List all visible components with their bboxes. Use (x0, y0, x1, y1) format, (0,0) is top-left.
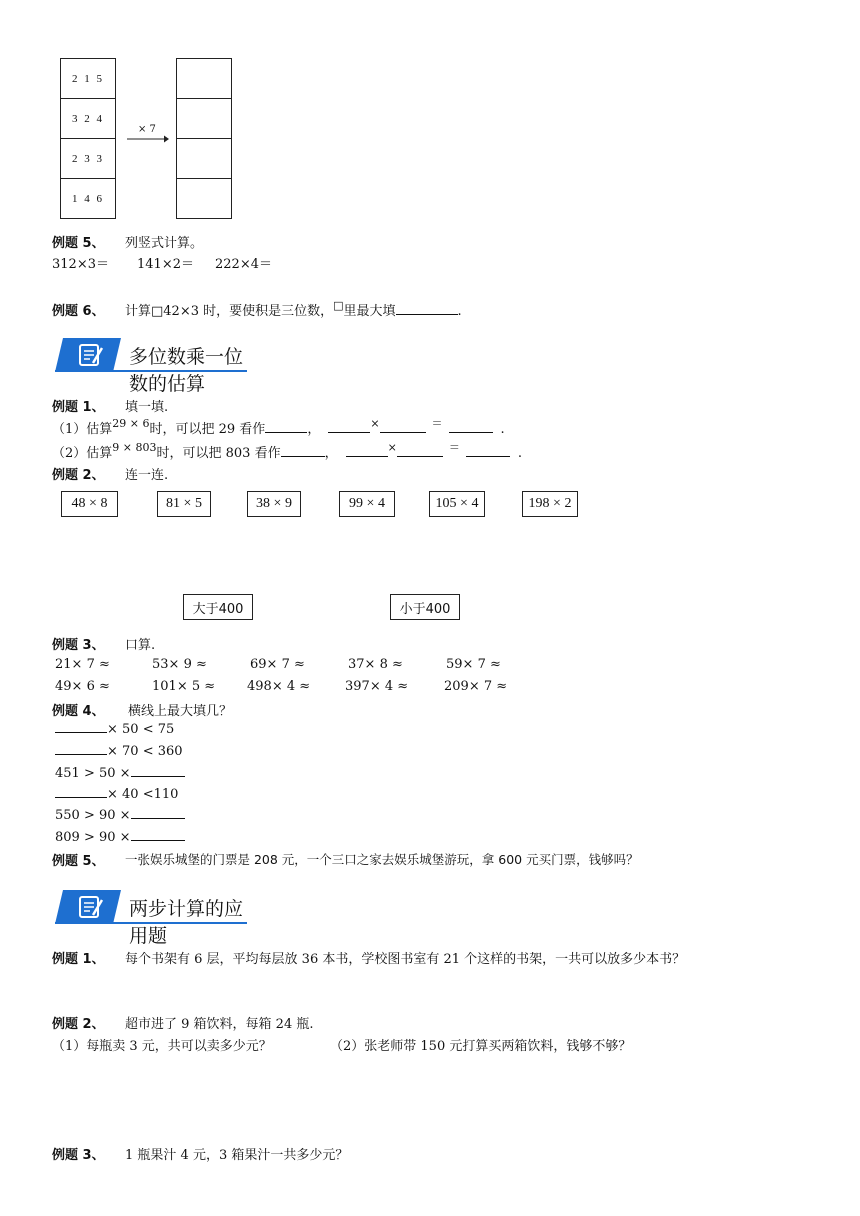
calc-item: 312×3＝ (52, 257, 109, 272)
mental-calc-item: 59× 7 ≈ (446, 657, 501, 672)
answer-blank[interactable] (346, 444, 388, 457)
fill-line (55, 742, 183, 759)
answer-cell[interactable] (176, 138, 232, 179)
target-box-greater[interactable]: 大于400 (183, 594, 253, 620)
example-text: 超市进了 9 箱饮料，每箱 24 瓶. (125, 1017, 314, 1032)
example-label: 例题 2、 (52, 1017, 105, 1032)
sub-question: （1）每瓶卖 3 元，共可以卖多少元？ (52, 1039, 272, 1054)
expression: 9 × 803 (112, 441, 157, 454)
text-part: . (457, 304, 462, 319)
example-text: 填一填. (125, 400, 169, 415)
example-label: 例题 3、 (52, 638, 105, 653)
expression-box[interactable]: 99 × 4 (339, 491, 395, 517)
mental-calc-item: 53× 9 ≈ (152, 657, 207, 672)
text-part: 计算□42×3 时，要使积是三位数， (125, 304, 334, 319)
text-part: （2）估算 (52, 446, 113, 461)
calc-item: 222×4＝ (215, 257, 272, 272)
notepad-icon (55, 338, 121, 372)
answer-blank[interactable] (466, 444, 510, 457)
inequality-text: × 50 < 75 (107, 722, 175, 737)
answer-blank[interactable] (55, 742, 107, 755)
text-part: 时，可以把 29 看作 (149, 422, 266, 437)
inequality-text: × 40 <110 (107, 787, 179, 802)
example-label: 例题 3、 (52, 1148, 105, 1163)
notepad-icon (55, 890, 121, 924)
answer-cell[interactable] (176, 178, 232, 219)
answer-blank[interactable] (449, 420, 493, 433)
mental-calc-item: 49× 6 ≈ (55, 679, 110, 694)
text-part: . (500, 422, 505, 437)
section-title: 两步计算的应用题 (129, 898, 244, 947)
fill-line (55, 828, 185, 845)
example-text: 每个书架有 6 层，平均每层放 36 本书，学校图书室有 21 个这样的书架，一共可以放多少本书？ (125, 952, 686, 967)
answer-blank[interactable] (397, 444, 443, 457)
answer-blank[interactable] (131, 828, 185, 841)
example-label: 例题 6、 (52, 304, 105, 319)
example-label: 例题 4、 (52, 704, 105, 719)
text-part: 时，可以把 803 看作 (156, 446, 281, 461)
text-part: . (517, 446, 522, 461)
expression-box[interactable]: 198 × 2 (522, 491, 578, 517)
calc-item: 141×2＝ (137, 257, 194, 272)
inequality-text: × 70 < 360 (107, 744, 183, 759)
mental-calc-item: 209× 7 ≈ (444, 679, 508, 694)
operator-label: × 7 (138, 124, 156, 135)
inequality-text: 550 > 90 × (55, 808, 131, 823)
mental-calc-item: 101× 5 ≈ (152, 679, 216, 694)
mental-calc-item: 37× 8 ≈ (348, 657, 403, 672)
sub-question: （2）张老师带 150 元打算买两箱饮料，钱够不够？ (330, 1039, 632, 1054)
mental-calc-item: 21× 7 ≈ (55, 657, 110, 672)
arrow-icon (126, 134, 170, 144)
inequality-text: 451 > 50 × (55, 766, 131, 781)
answer-blank[interactable] (328, 420, 370, 433)
example-label: 例题 1、 (52, 952, 105, 967)
example-text: 列竖式计算。 (125, 236, 204, 251)
heading-underline (55, 922, 247, 924)
input-cell: 1 4 6 (60, 178, 116, 219)
example-label: 例题 1、 (52, 400, 105, 415)
fill-line (55, 720, 174, 737)
example-text: 1 瓶果汁 4 元，3 箱果汁一共多少元？ (125, 1148, 349, 1163)
equals-sign: ＝ (431, 417, 443, 430)
times-sign: × (370, 417, 380, 430)
input-cell: 2 3 3 (60, 138, 116, 179)
fill-line (55, 785, 178, 802)
mental-calc-item: 498× 4 ≈ (247, 679, 311, 694)
answer-blank[interactable] (281, 444, 325, 457)
answer-blank[interactable] (380, 420, 426, 433)
expression-box[interactable]: 48 × 8 (61, 491, 118, 517)
answer-blank[interactable] (131, 806, 185, 819)
inequality-text: 809 > 90 × (55, 830, 131, 845)
estimate-line-2 (52, 442, 522, 461)
heading-underline (55, 370, 247, 372)
estimate-line-1 (52, 418, 505, 437)
answer-blank[interactable] (131, 764, 185, 777)
section-heading (55, 338, 250, 395)
input-cell: 3 2 4 (60, 98, 116, 139)
mental-calc-item: 69× 7 ≈ (250, 657, 305, 672)
example-text: 横线上最大填几？ (128, 704, 233, 719)
box-symbol: □ (333, 299, 344, 312)
mental-calc-item: 397× 4 ≈ (345, 679, 409, 694)
expression-box[interactable]: 38 × 9 (247, 491, 301, 517)
fill-line (55, 806, 185, 823)
expression-box[interactable]: 105 × 4 (429, 491, 485, 517)
text-part: ， (307, 422, 321, 437)
expression-box[interactable]: 81 × 5 (157, 491, 211, 517)
section-heading (55, 890, 250, 947)
section-title: 多位数乘一位数的估算 (129, 346, 244, 395)
example-text: 口算. (125, 638, 156, 653)
expression: 29 × 6 (112, 417, 150, 430)
example-label: 例题 2、 (52, 468, 105, 483)
example-label: 例题 5、 (52, 236, 105, 251)
text-part: ， (324, 446, 338, 461)
text-part: 里最大填 (343, 304, 396, 319)
example-text (125, 300, 462, 319)
example-text: 一张娱乐城堡的门票是 208 元，一个三口之家去娱乐城堡游玩，拿 600 元买门票，钱够吗？ (125, 852, 639, 867)
fill-line (55, 764, 185, 781)
example-label: 例题 5、 (52, 854, 105, 869)
example-text: 连一连. (125, 468, 169, 483)
input-cell: 2 1 5 (60, 58, 116, 99)
answer-blank[interactable] (265, 420, 307, 433)
target-box-less[interactable]: 小于400 (390, 594, 460, 620)
equals-sign: ＝ (448, 441, 460, 454)
text-part: （1）估算 (52, 422, 113, 437)
answer-cell[interactable] (176, 98, 232, 139)
answer-blank[interactable] (396, 302, 458, 315)
answer-blank[interactable] (55, 720, 107, 733)
times-sign: × (387, 441, 397, 454)
answer-cell[interactable] (176, 58, 232, 99)
answer-blank[interactable] (55, 785, 107, 798)
